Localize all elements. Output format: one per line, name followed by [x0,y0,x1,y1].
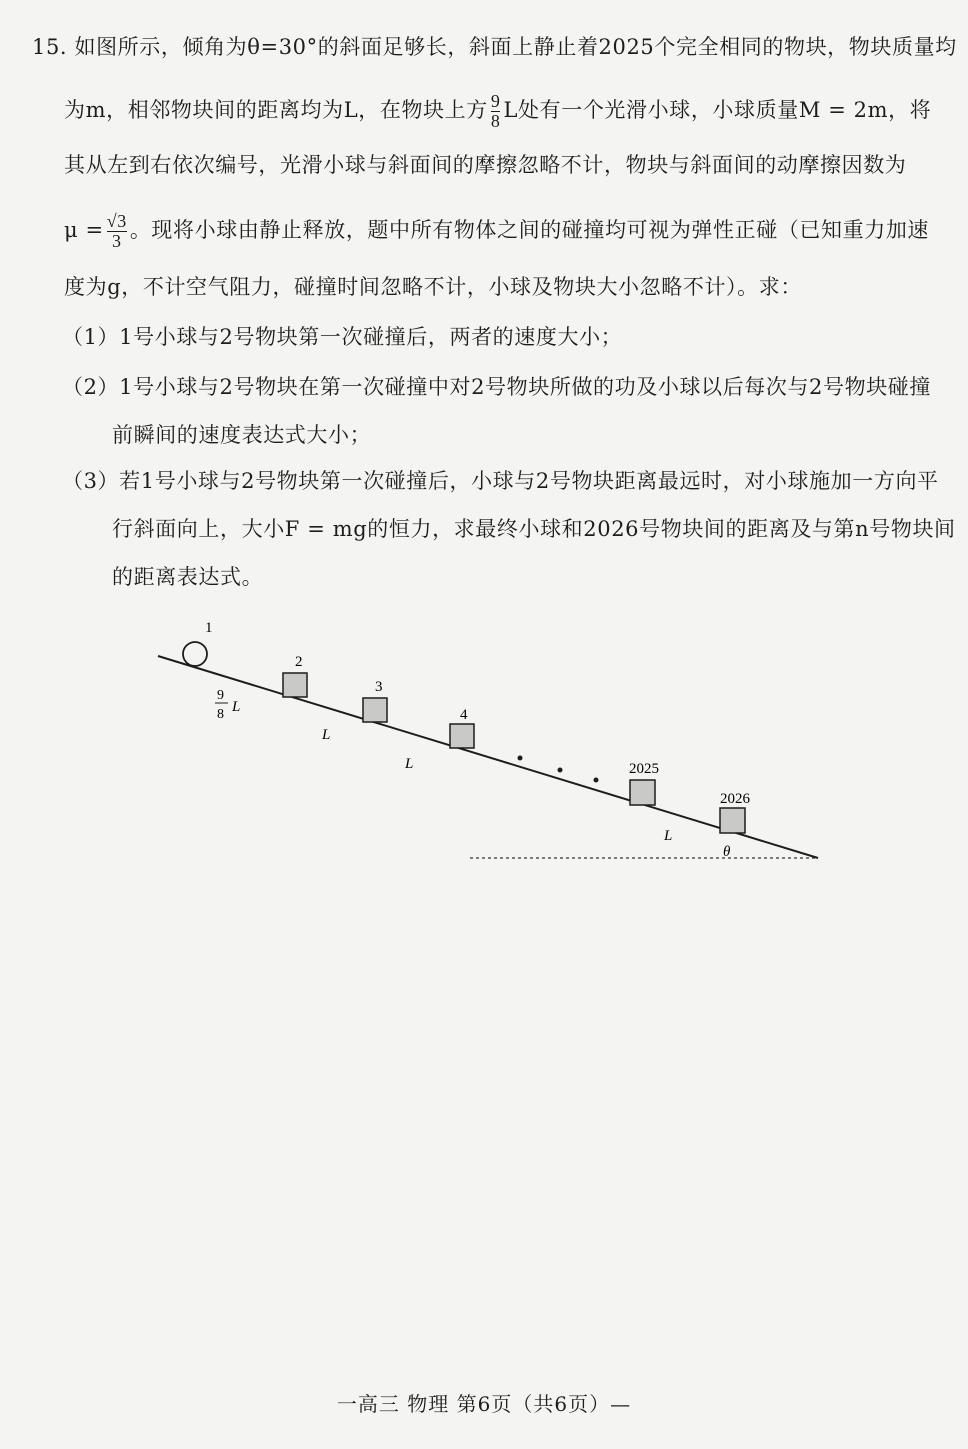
question-line-4: μ = $\frac{√3}{3}$ 。现将小球由静止释放，题中所有物体之间的碰撞均可视为弹性正碰（已知重力加速 [64,211,930,251]
part-3-line-2: 行斜面向上，大小F = mg的恒力，求最终小球和2026号物块间的距离及与第n号物块间 [112,517,956,541]
distance-unit-label: L [232,699,241,715]
part-2-line-1: （2）1号小球与2号物块在第一次碰撞中对2号物块所做的功及小球以后每次与2号物块碰撞 [62,375,932,399]
question-line-2: 为m，相邻物块间的距离均为L，在物块上方 $\frac{9}{8}$ L处有一个光滑小球，小球质量M = 2m，将 [64,91,932,131]
incline-diagram [0,600,968,880]
ellipsis-dot [518,756,523,761]
part-3-line-3: 的距离表达式。 [112,565,264,589]
spacing-label: L [405,756,414,772]
spacing-label: L [664,828,673,844]
block-2 [283,673,307,697]
block-4 [450,724,474,748]
block-label-2026: 2026 [720,791,750,807]
block-label-4: 4 [460,707,468,723]
page-footer: 一高三 物理 第6页（共6页）— [336,1392,632,1416]
question-line-5: 度为g，不计空气阻力，碰撞时间忽略不计，小球及物块大小忽略不计）。求： [64,275,802,299]
block-label-2025: 2025 [629,761,659,777]
ball-1 [183,642,207,666]
part-1: （1）1号小球与2号物块第一次碰撞后，两者的速度大小； [62,325,623,349]
fraction-nine-eighths: $\frac{9}{8}$ [490,91,501,131]
question-line-1: 15. 如图所示，倾角为θ=30°的斜面足够长，斜面上静止着2025个完全相同的物块，物块质量均 [32,35,957,59]
ball-label: 1 [205,620,213,636]
block-2026 [720,808,745,833]
part-2-line-2: 前瞬间的速度表达式大小； [112,423,372,447]
block-3 [363,698,387,722]
question-line-3: 其从左到右依次编号，光滑小球与斜面间的摩擦忽略不计，物块与斜面间的动摩擦因数为 [64,153,907,177]
spacing-label: L [322,727,331,743]
block-label-2: 2 [295,654,303,670]
question-number: 15. [32,35,68,59]
incline-surface [158,656,818,858]
ellipsis-dot [558,768,563,773]
distance-fraction-numerator: 9 [217,688,224,703]
angle-label: θ [723,844,731,860]
distance-fraction-denominator: 8 [217,707,224,722]
block-label-3: 3 [375,679,383,695]
part-3-line-1: （3）若1号小球与2号物块第一次碰撞后，小球与2号物块距离最远时，对小球施加一方向平 [62,469,939,493]
fraction-mu: $\frac{√3}{3}$ [106,211,127,251]
ellipsis-dot [594,778,599,783]
block-2025 [630,780,655,805]
